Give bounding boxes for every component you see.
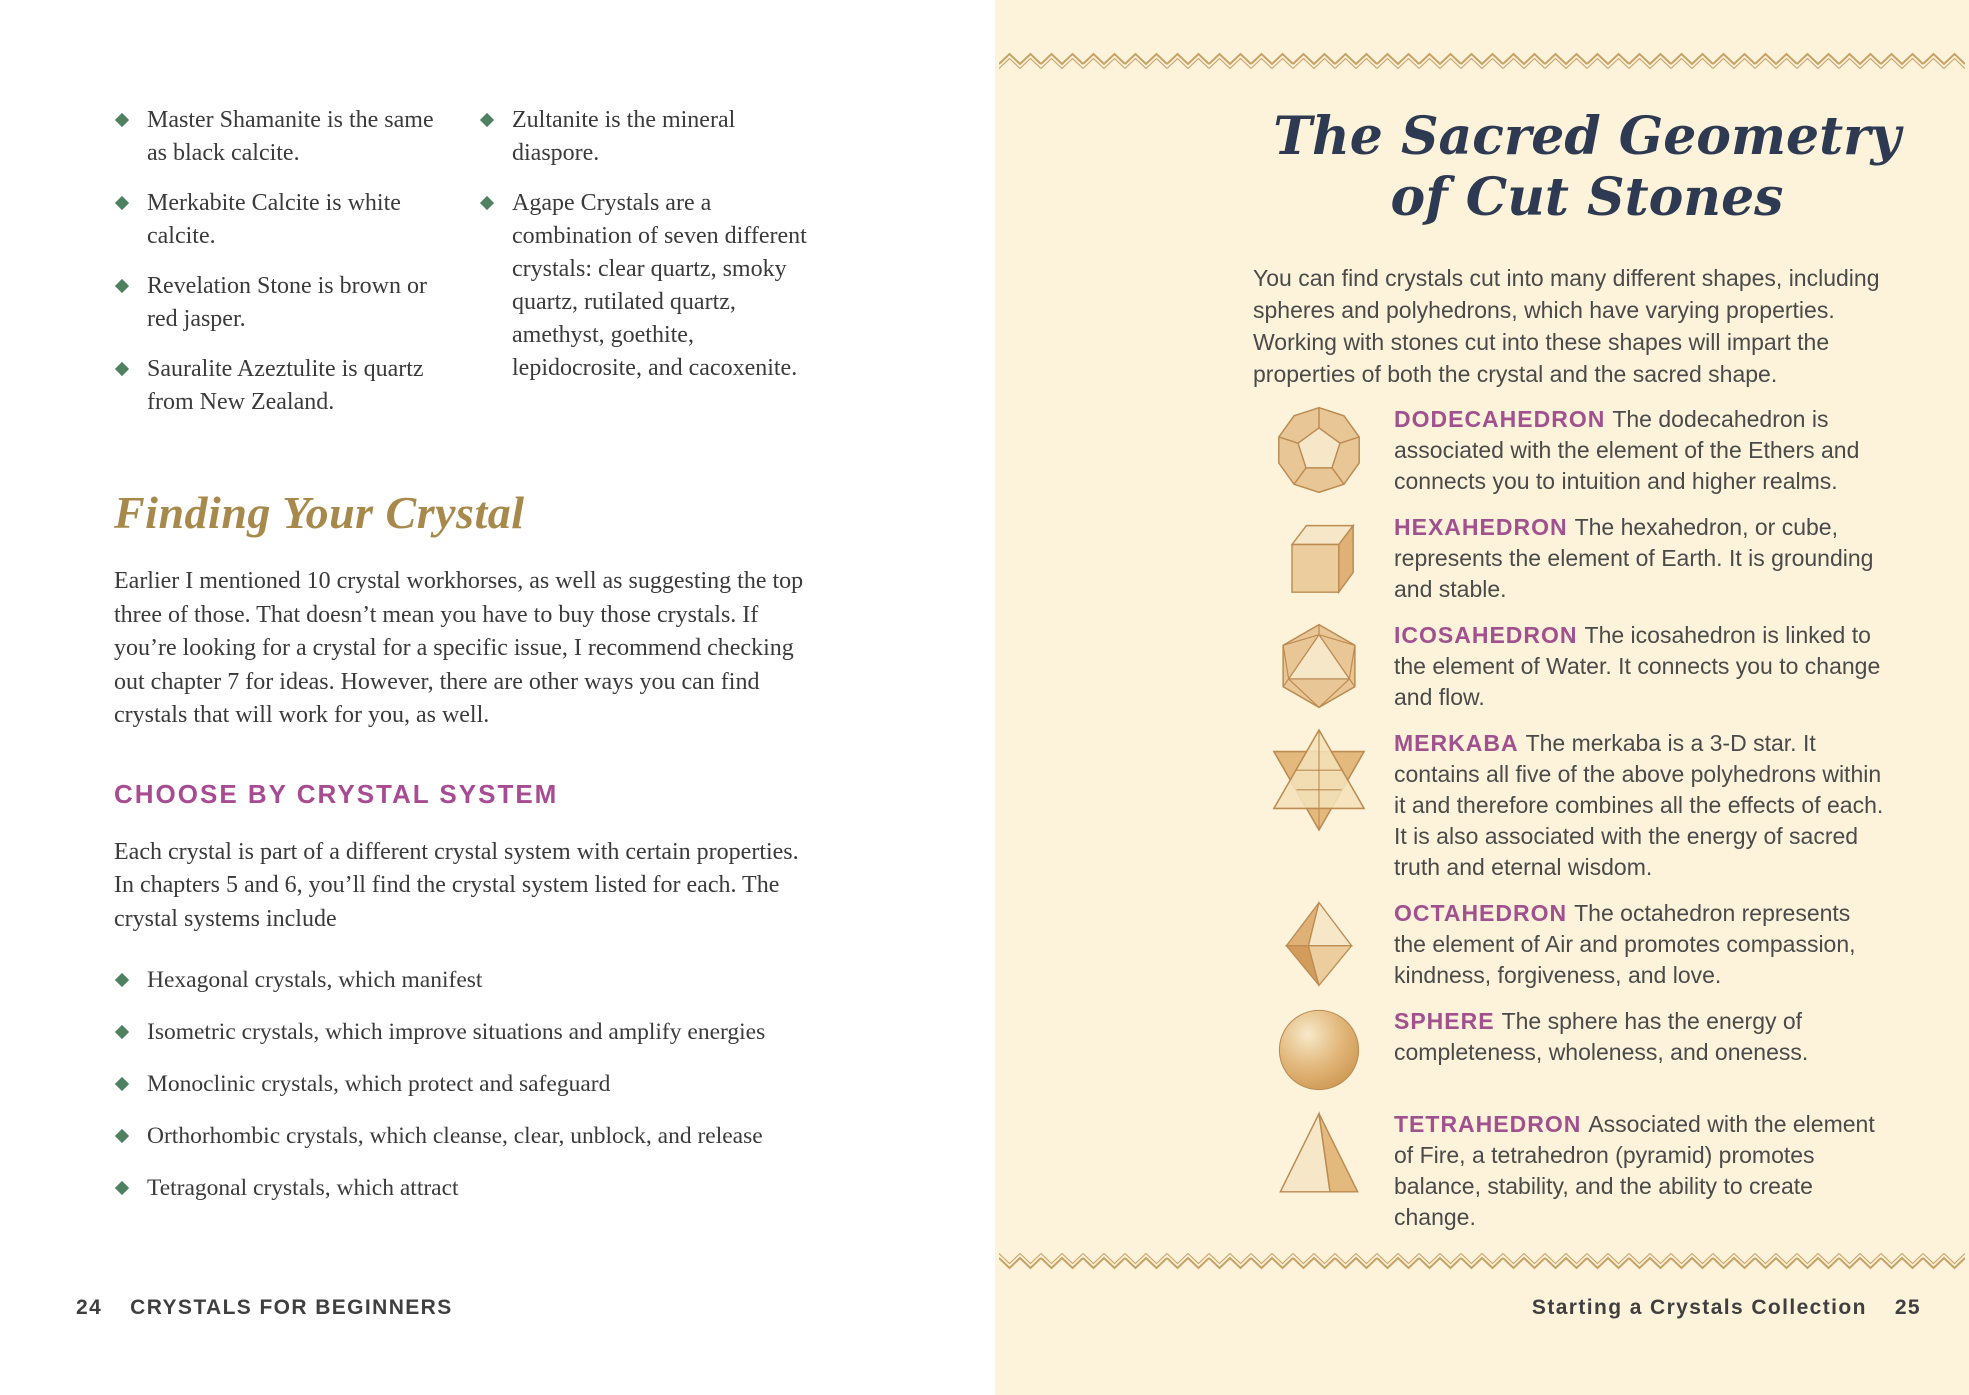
list-item-text: Orthorhombic crystals, which cleanse, clear, unblock, and release	[147, 1123, 763, 1149]
hexahedron-icon	[1268, 512, 1369, 604]
right-page-footer	[1253, 1296, 1921, 1320]
list-item	[114, 1016, 824, 1049]
diamond-bullet-icon	[115, 196, 129, 210]
list-item	[114, 1172, 824, 1205]
shape-description	[1394, 1109, 1886, 1233]
section-intro-paragraph: Earlier I mentioned 10 crystal workhorses, as well as suggesting the top three of those. That doesn’t mean you have to buy those crystals. If you’re looking for a crystal for a specific issue, I recommend checking out chapter 7 for ideas. However, there are other ways you can find crystals that will work for you, as well.	[114, 568, 804, 728]
shape-description	[1394, 512, 1886, 605]
list-item	[114, 964, 824, 997]
diamond-bullet-icon	[115, 1181, 129, 1195]
list-item-text: Merkabite Calcite is white calcite.	[147, 190, 401, 249]
list-item	[479, 187, 819, 385]
list-item-text: Sauralite Azeztulite is quartz from New Zealand.	[147, 356, 424, 415]
diamond-bullet-icon	[115, 1077, 129, 1091]
page-number: 25	[1894, 1296, 1921, 1319]
shape-name: TETRAHEDRON	[1394, 1111, 1582, 1137]
crystal-systems-list	[114, 964, 824, 1205]
list-item	[114, 1120, 824, 1153]
shape-row-hexahedron	[1253, 512, 1921, 605]
list-item-text: Master Shamanite is the same as black calcite.	[147, 107, 434, 166]
shape-row-octahedron	[1253, 898, 1921, 991]
book-title: CRYSTALS FOR BEGINNERS	[130, 1296, 453, 1319]
list-item	[114, 187, 437, 253]
left-page-footer	[76, 1296, 453, 1320]
subsection-heading: CHOOSE BY CRYSTAL SYSTEM	[114, 778, 559, 809]
zigzag-border-bottom-icon	[999, 1252, 1965, 1272]
section-heading: Finding Your Crystal	[114, 487, 525, 538]
shape-description	[1394, 728, 1886, 883]
list-item-text: Monoclinic crystals, which protect and safeguard	[147, 1071, 611, 1097]
crystal-alias-lists	[114, 104, 824, 436]
list-item-text: Agape Crystals are a combination of seven different crystals: clear quartz, smoky quartz, rutilated quartz, amethyst, goethite, lepidocrosite, and cacoxenite.	[512, 190, 807, 381]
diamond-bullet-icon	[115, 1129, 129, 1143]
shape-row-dodecahedron	[1253, 404, 1921, 497]
diamond-bullet-icon	[480, 113, 494, 127]
diamond-bullet-icon	[115, 973, 129, 987]
list-item	[114, 1068, 824, 1101]
shape-row-icosahedron	[1253, 620, 1921, 713]
shape-row-sphere	[1253, 1006, 1921, 1094]
diamond-bullet-icon	[115, 279, 129, 293]
shape-description	[1394, 898, 1886, 991]
shape-description	[1394, 1006, 1886, 1068]
shape-name: SPHERE	[1394, 1008, 1495, 1034]
shape-description-text: The merkaba is a 3-D star. It contains all five of the above polyhedrons within it and therefore combines all the effects of each. It is also associated with the energy of sacred truth and eternal wisdom.	[1394, 730, 1884, 880]
chapter-title: Starting a Crystals Collection	[1531, 1296, 1867, 1319]
sacred-shapes-list	[1253, 404, 1921, 1233]
shape-name: ICOSAHEDRON	[1394, 622, 1578, 648]
octahedron-icon	[1268, 898, 1369, 990]
alias-list-column-2	[479, 104, 819, 436]
shape-name: MERKABA	[1394, 730, 1519, 756]
shape-description	[1394, 620, 1886, 713]
shape-description-text: The hexahedron, or cube, represents the element of Earth. It is grounding and stable.	[1394, 514, 1874, 602]
left-page-content	[114, 104, 824, 1224]
page-intro-paragraph: You can find crystals cut into many different shapes, including spheres and polyhedrons, which have varying properties. Working with stones cut into these shapes will impart the properties of both the crystal and the sacred shape.	[1253, 265, 1880, 387]
diamond-bullet-icon	[480, 196, 494, 210]
sphere-icon	[1268, 1006, 1369, 1094]
diamond-bullet-icon	[115, 113, 129, 127]
list-item	[114, 353, 437, 419]
shape-description-text: The icosahedron is linked to the element of Water. It connects you to change and flow.	[1394, 622, 1881, 710]
list-item	[114, 270, 437, 336]
shape-description-text: The dodecahedron is associated with the element of the Ethers and connects you to intuition and higher realms.	[1394, 406, 1860, 494]
shape-name: DODECAHEDRON	[1394, 406, 1606, 432]
shape-description-text: Associated with the element of Fire, a tetrahedron (pyramid) promotes balance, stability, and the ability to create change.	[1394, 1111, 1875, 1230]
diamond-bullet-icon	[115, 1025, 129, 1039]
tetrahedron-icon	[1268, 1109, 1369, 1201]
diamond-bullet-icon	[115, 362, 129, 376]
shape-description-text: The sphere has the energy of completeness, wholeness, and oneness.	[1394, 1008, 1809, 1065]
page-title: The Sacred Geometry of Cut Stones	[1273, 106, 1901, 228]
right-page-content	[1253, 0, 1921, 1248]
shape-description-text: The octahedron represents the element of Air and promotes compassion, kindness, forgiveness, and love.	[1394, 900, 1856, 988]
shape-row-tetrahedron	[1253, 1109, 1921, 1233]
merkaba-icon	[1268, 728, 1369, 832]
list-item-text: Tetragonal crystals, which attract	[147, 1175, 459, 1201]
shape-name: HEXAHEDRON	[1394, 514, 1568, 540]
alias-list-column-1	[114, 104, 437, 436]
page-number: 24	[76, 1296, 103, 1319]
subsection-paragraph: Each crystal is part of a different crystal system with certain properties. In chapters 5 and 6, you’ll find the crystal system listed for each. The crystal systems include	[114, 838, 799, 932]
list-item	[479, 104, 819, 170]
icosahedron-icon	[1268, 620, 1369, 712]
right-page	[995, 0, 1969, 1395]
shape-name: OCTAHEDRON	[1394, 900, 1568, 926]
shape-description	[1394, 404, 1886, 497]
dodecahedron-icon	[1268, 404, 1369, 496]
list-item-text: Zultanite is the mineral diaspore.	[512, 107, 736, 166]
list-item-text: Hexagonal crystals, which manifest	[147, 967, 483, 993]
shape-row-merkaba	[1253, 728, 1921, 883]
list-item-text: Isometric crystals, which improve situations and amplify energies	[147, 1019, 766, 1045]
list-item	[114, 104, 437, 170]
list-item-text: Revelation Stone is brown or red jasper.	[147, 273, 427, 332]
